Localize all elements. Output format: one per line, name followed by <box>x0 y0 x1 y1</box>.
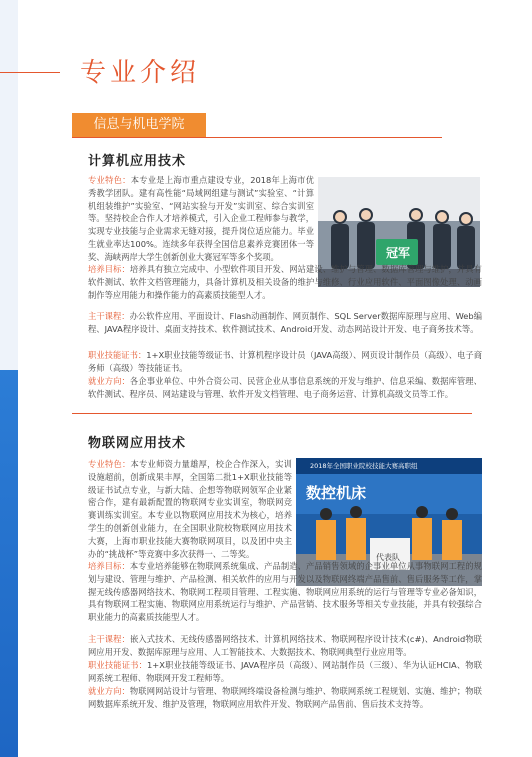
section-heading-iot: 物联网应用技术 <box>88 436 187 451</box>
photo-flag-text: 代表队 <box>376 553 400 562</box>
iot-cert-text: 1+X职业技能等级证书、JAVA程序员（高级）、网站制作员（三级）、华为认证HCIA、物联网系统工程师、物联网开发工程师等。 <box>88 660 482 683</box>
computer-features <box>88 174 314 264</box>
page-title: 专业介绍 <box>80 58 201 88</box>
computer-goal-text: 培养具有独立完成中、小型软件项目开发、网站建设、维护与管理、数据库管理与维护，并具有软件测试、软件文档管理能力，具备计算机及相关设备的维护与维修、行业应用软件、平面图像处理、动画制作等应用能力和操作能力的高素质技能型人才。 <box>88 264 482 300</box>
iot-courses-label: 主干课程： <box>88 634 130 644</box>
iot-cert <box>88 659 482 685</box>
computer-career-text: 各企事业单位、中外合资公司、民营企业从事信息系统的开发与维护、信息采编、数据库管理、软件测试、程序员、网站建设与管理、软件开发文档管理、电子商务运营、计算机高级文员等工作。 <box>88 376 482 399</box>
section-heading-computer: 计算机应用技术 <box>88 154 187 169</box>
iot-career-label: 就业方向： <box>88 686 130 696</box>
iot-goal-text: 本专业培养能够在物联网系统集成、产品制造、产品销售领域的企事业单位从事物联网工程的规划与建设、管理与维护、产品检测、相关软件的应用与开发以及物联网终端产品售前、售后服务等工作，掌握无线传感器网络技术、物联网工程项目管理、工程实施、物联网应用系统的运行与管理等专业必备知识，具有物联网工程实施、物联网应用系统运行与维护、产品营销、技术服务等相关专业技能，并具有较强综合职业能力的高素质技能型人才。 <box>88 561 482 623</box>
computer-cert-label: 职业技能证书： <box>88 350 147 360</box>
computer-goal <box>88 263 482 301</box>
computer-features-label: 专业特色： <box>88 175 131 185</box>
iot-features-label: 专业特色： <box>88 459 131 469</box>
computer-career <box>88 375 482 401</box>
computer-cert <box>88 349 482 375</box>
computer-courses-text: 办公软件应用、平面设计、Flash动画制作、网页制作、SQL Server数据库原理与应用、Web编程、JAVA程序设计、桌面支持技术、软件测试技术、Android开发、动态网站设计开发、电子商务技术等。 <box>88 311 482 334</box>
computer-goal-label: 培养目标： <box>88 264 130 274</box>
iot-courses <box>88 633 482 659</box>
college-underline <box>72 137 442 138</box>
side-accent-light <box>0 0 18 370</box>
iot-goal-label: 培养目标： <box>88 561 130 571</box>
computer-courses-label: 主干课程： <box>88 311 130 321</box>
computer-career-label: 就业方向： <box>88 376 130 386</box>
computer-cert-text: 1+X职业技能等级证书、计算机程序设计员（JAVA高级）、网页设计制作员（高级）、电子商务师（高级）等技能证书。 <box>88 350 482 373</box>
section-divider <box>72 413 472 414</box>
title-rule <box>0 72 60 73</box>
iot-cert-label: 职业技能证书： <box>88 660 148 670</box>
side-accent-blue <box>0 370 18 757</box>
computer-features-text: 本专业是上海市重点建设专业，2018年上海市优秀教学团队。建有高性能“局域网组建与测试”实验室、“计算机组装维护”实验室、“网站实验与开发”实训室、综合实训室等。坚持校企合作人才培养模式，引入企业工程师参与教学，实现专业技能与企业需求无缝对接，提升岗位适应能力。毕业生就业率达100%。连续多年获得全国信息素养竞赛团体一等奖、海峡两岸大学生创新创业大赛冠军等多个奖项。 <box>88 175 314 262</box>
photo-banner-text: 2018年全国职业院校技能大赛高职组 <box>310 462 418 470</box>
iot-features-text: 本专业师资力量雄厚，校企合作深入，实训设施超前，创新成果丰厚，全国第二批1+X职业技能等级证书试点专业，与新大陆、企想等物联网领军企业紧密合作，建有最新配置的物联网专业实训室，物联网竞赛训练实训室。本专业以物联网应用技术为核心，培养学生的创新创业能力，在全国职业院校物联网应用技术大赛，上海市职业技能大赛物联网项目，以及团中央主办的“挑战杯”等竞赛中多次获得一、二等奖。 <box>88 459 292 559</box>
college-badge: 信息与机电学院 <box>72 113 206 137</box>
computer-courses <box>88 310 482 336</box>
photo-slogan-text: 数控机床 <box>306 484 367 502</box>
iot-goal <box>88 560 482 624</box>
award-board-text: 冠军 <box>386 246 411 260</box>
iot-career <box>88 685 482 711</box>
iot-courses-text: 嵌入式技术、无线传感器网络技术、计算机网络技术、物联网程序设计技术(c#)、Android物联网应用开发、数据库原理与应用、人工智能技术、大数据技术、物联网典型行业应用等。 <box>88 634 482 657</box>
iot-career-text: 物联网网站设计与管理、物联网终端设备检测与维护、物联网系统工程规划、实施、维护；物联网数据库系统开发、维护及管理，物联网应用软件开发、物联网产品售前、售后技术支持等。 <box>88 686 482 709</box>
iot-features <box>88 458 292 560</box>
